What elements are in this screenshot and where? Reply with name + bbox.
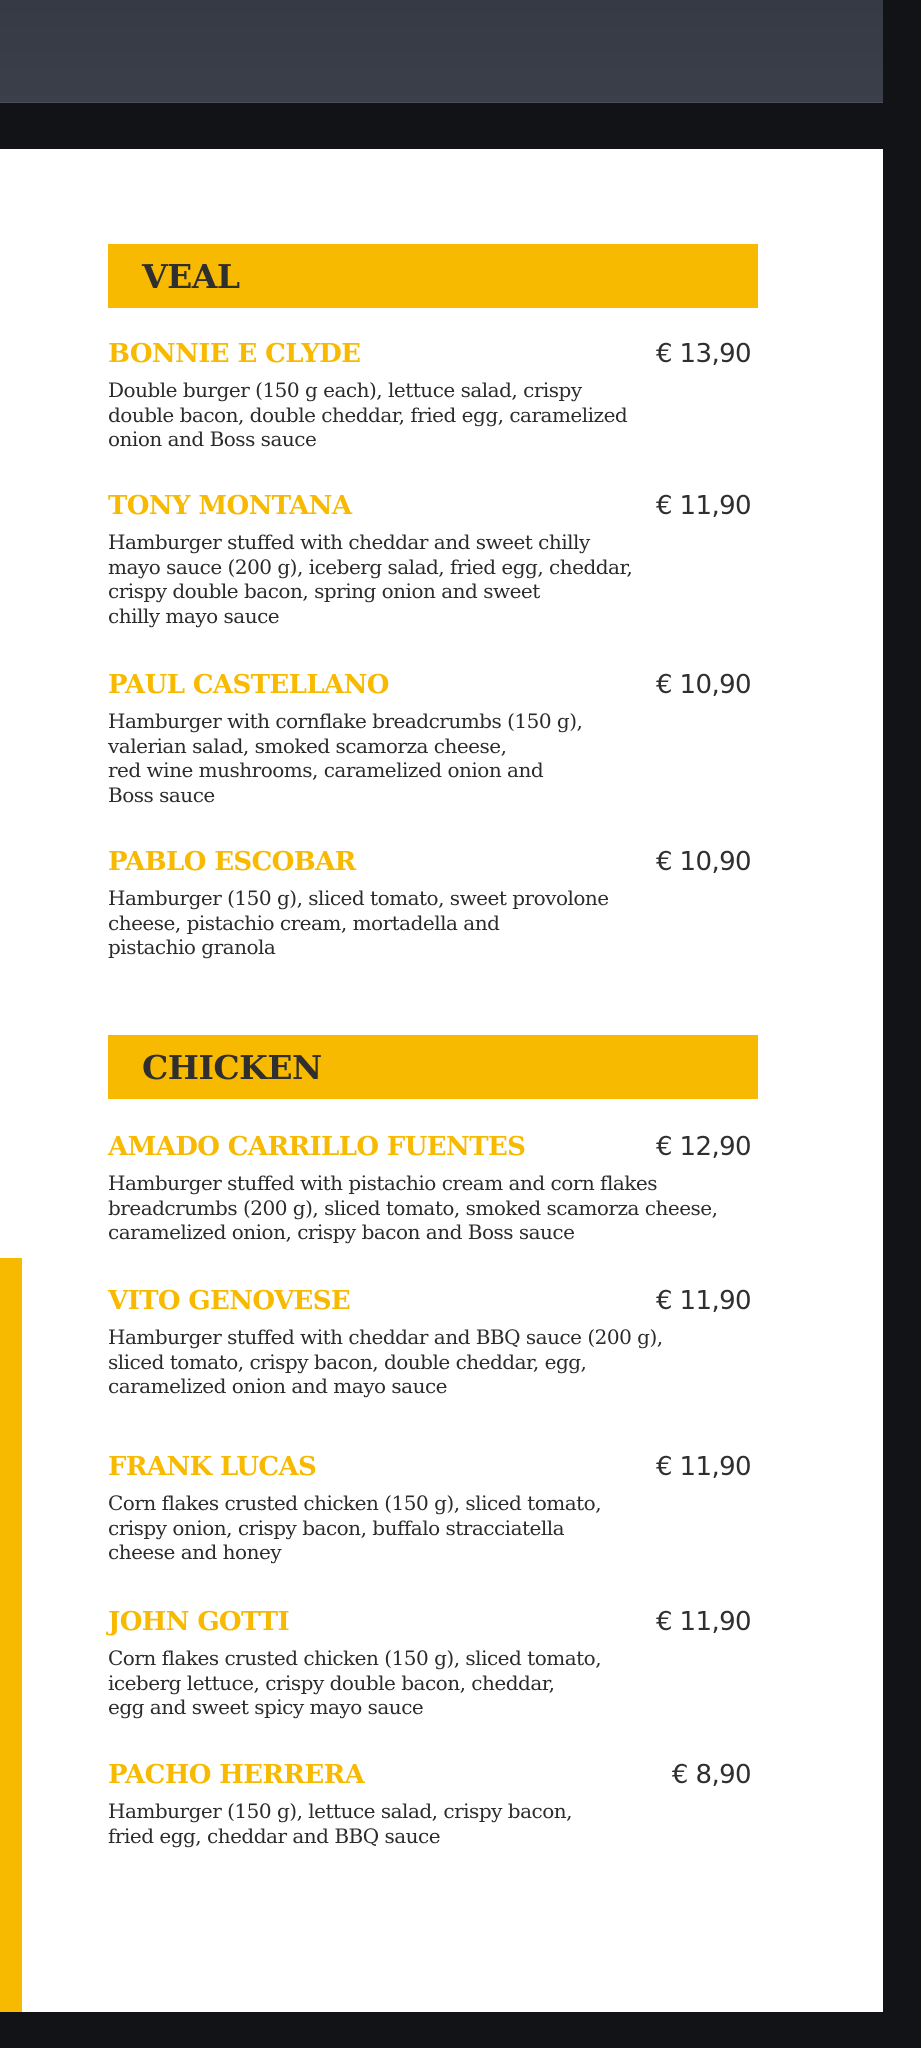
item-description: Corn flakes crusted chicken (150 g), sliced tomato, iceberg lettuce, crispy double bacon, cheddar, egg and sweet spicy mayo sauce bbox=[108, 1646, 602, 1719]
item-description: Hamburger stuffed with cheddar and sweet chilly mayo sauce (200 g), iceberg salad, fried egg, cheddar, crispy double bacon, spring onion and sweet chilly mayo sauce bbox=[108, 530, 633, 628]
menu-item-vito-genovese bbox=[108, 1285, 758, 1399]
left-accent-stripe bbox=[0, 1258, 22, 2012]
menu-item-tony-montana bbox=[108, 490, 758, 628]
item-price: € 8,90 bbox=[671, 1760, 751, 1790]
item-price: € 11,90 bbox=[655, 1286, 751, 1316]
menu-item-bonnie-e-clyde bbox=[108, 338, 758, 452]
item-name: VITO GENOVESE bbox=[108, 1286, 351, 1316]
item-name: AMADO CARRILLO FUENTES bbox=[108, 1132, 526, 1162]
item-description: Hamburger (150 g), lettuce salad, crispy bacon, fried egg, cheddar and BBQ sauce bbox=[108, 1799, 572, 1848]
item-name: PABLO ESCOBAR bbox=[108, 847, 356, 877]
top-toolbar bbox=[0, 0, 883, 103]
item-description: Double burger (150 g each), lettuce salad, crispy double bacon, double cheddar, fried egg, caramelized onion and Boss sauce bbox=[108, 378, 628, 451]
item-price: € 11,90 bbox=[655, 1452, 751, 1482]
menu-item-paul-castellano bbox=[108, 669, 758, 807]
item-name: TONY MONTANA bbox=[108, 491, 352, 521]
item-price: € 11,90 bbox=[655, 1607, 751, 1637]
section-title: CHICKEN bbox=[142, 1047, 322, 1087]
item-price: € 13,90 bbox=[655, 339, 751, 369]
menu-item-pablo-escobar bbox=[108, 846, 758, 960]
item-description: Hamburger (150 g), sliced tomato, sweet provolone cheese, pistachio cream, mortadella and pistachio granola bbox=[108, 886, 609, 959]
section-header-chicken bbox=[108, 1035, 758, 1099]
menu-item-amado-carrillo-fuentes bbox=[108, 1131, 758, 1245]
menu-item-frank-lucas bbox=[108, 1451, 758, 1565]
item-description: Hamburger stuffed with cheddar and BBQ sauce (200 g), sliced tomato, crispy bacon, double cheddar, egg, caramelized onion and mayo sauce bbox=[108, 1325, 663, 1398]
item-name: PAUL CASTELLANO bbox=[108, 670, 389, 700]
item-name: JOHN GOTTI bbox=[108, 1607, 290, 1637]
item-name: BONNIE E CLYDE bbox=[108, 339, 361, 369]
menu-item-john-gotti bbox=[108, 1606, 758, 1720]
menu-item-pacho-herrera bbox=[108, 1759, 758, 1848]
item-description: Hamburger stuffed with pistachio cream and corn flakes breadcrumbs (200 g), sliced tomato, smoked scamorza cheese, caramelized onion, crispy bacon and Boss sauce bbox=[108, 1171, 718, 1244]
section-title: VEAL bbox=[142, 256, 240, 296]
item-name: PACHO HERRERA bbox=[108, 1760, 365, 1790]
item-name: FRANK LUCAS bbox=[108, 1452, 317, 1482]
item-price: € 10,90 bbox=[655, 670, 751, 700]
item-price: € 11,90 bbox=[655, 491, 751, 521]
section-header-veal bbox=[108, 244, 758, 308]
item-price: € 10,90 bbox=[655, 847, 751, 877]
item-description: Corn flakes crusted chicken (150 g), sliced tomato, crispy onion, crispy bacon, buffalo stracciatella cheese and honey bbox=[108, 1491, 602, 1564]
item-description: Hamburger with cornflake breadcrumbs (150 g), valerian salad, smoked scamorza cheese, red wine mushrooms, caramelized onion and Boss sauce bbox=[108, 709, 583, 807]
item-price: € 12,90 bbox=[655, 1132, 751, 1162]
